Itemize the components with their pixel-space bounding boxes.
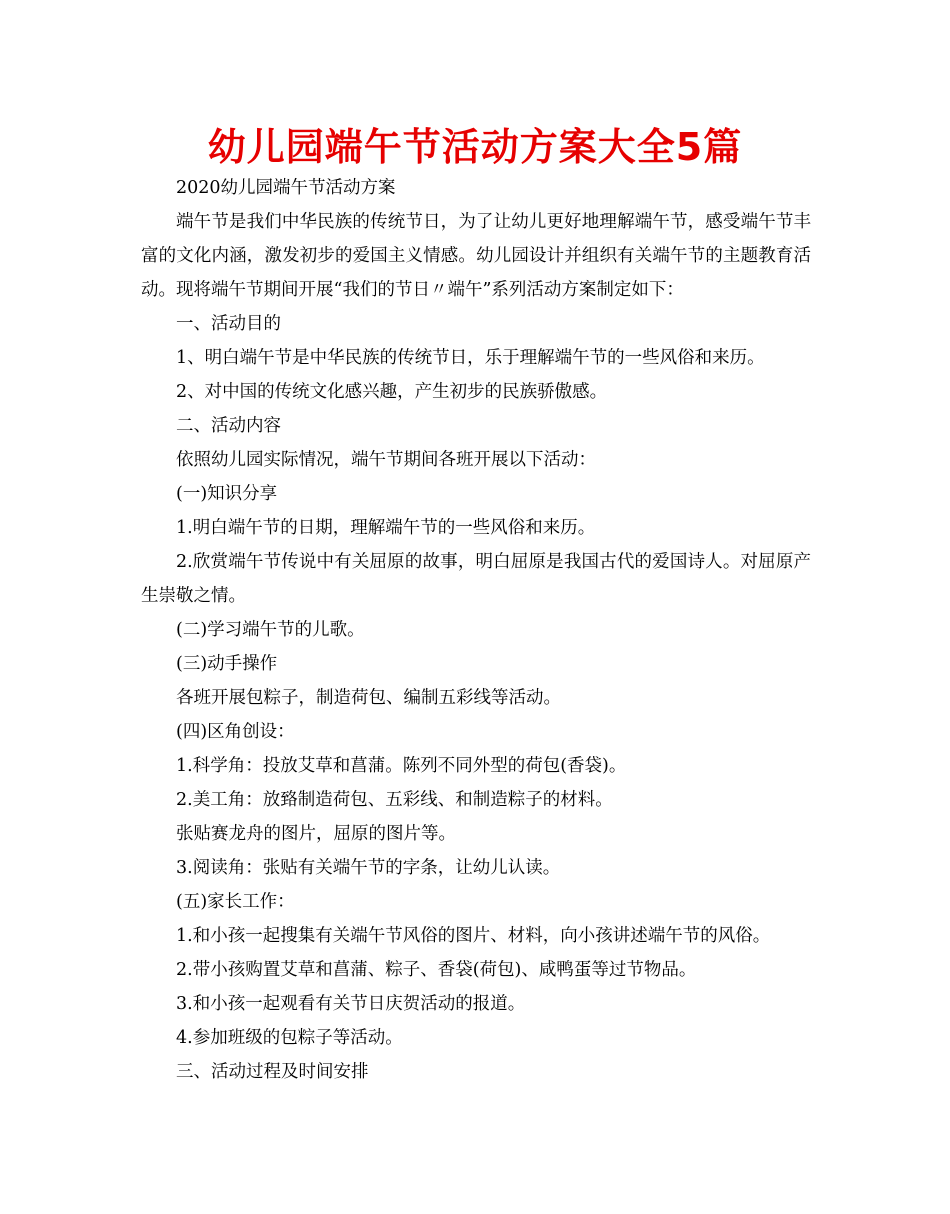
- body-paragraph: 各班开展包粽子，制造荷包、编制五彩线等活动。: [176, 688, 561, 708]
- body-paragraph: 3.和小孩一起观看有关节日庆贺活动的报道。: [176, 994, 526, 1014]
- body-paragraph: 2.带小孩购置艾草和菖蒲、粽子、香袋(荷包)、咸鸭蛋等过节物品。: [176, 960, 697, 980]
- section-heading: 一、活动目的: [176, 314, 281, 334]
- document-body: [141, 171, 811, 1089]
- body-paragraph: 依照幼儿园实际情况，端午节期间各班开展以下活动：: [176, 450, 596, 470]
- body-paragraph: 1、明白端午节是中华民族的传统节日，乐于理解端午节的一些风俗和来历。: [176, 348, 765, 368]
- body-paragraph: 端午节是我们中华民族的传统节日，为了让幼儿更好地理解端午节，感受端午节丰富的文化内涵，激发初步的爱国主义情感。幼儿园设计并组织有关端午节的主题教育活动。现将端午节期间开展“我们的节日〃端午”系列活动方案制定如下：: [141, 212, 811, 300]
- body-paragraph: 2.美工角：放臵制造荷包、五彩线、和制造粽子的材料。: [176, 790, 613, 810]
- subsection-heading: (一)知识分享: [176, 484, 278, 504]
- body-paragraph: 2.欣赏端午节传说中有关屈原的故事，明白屈原是我国古代的爱国诗人。对屈原产生崇敬之情。: [141, 552, 811, 606]
- body-paragraph: 1.明白端午节的日期，理解端午节的一些风俗和来历。: [176, 518, 596, 538]
- subsection-heading: (五)家长工作：: [176, 892, 295, 912]
- body-paragraph: 2020幼儿园端午节活动方案: [176, 178, 396, 198]
- body-paragraph: 张贴赛龙舟的图片，屈原的图片等。: [176, 824, 456, 844]
- body-paragraph: 3.阅读角：张贴有关端午节的字条，让幼儿认读。: [176, 858, 561, 878]
- body-paragraph: 1.科学角：投放艾草和菖蒲。陈列不同外型的荷包(香袋)。: [176, 756, 627, 776]
- body-paragraph: 4.参加班级的包粽子等活动。: [176, 1028, 403, 1048]
- section-heading: 三、活动过程及时间安排: [176, 1062, 369, 1082]
- document-title: 幼儿园端午节活动方案大全5篇: [207, 125, 743, 169]
- subsection-heading: (二)学习端午节的儿歌。: [176, 620, 365, 640]
- subsection-heading: (三)动手操作: [176, 654, 278, 674]
- body-paragraph: 1.和小孩一起搜集有关端午节风俗的图片、材料，向小孩讲述端午节的风俗。: [176, 926, 771, 946]
- section-heading: 二、活动内容: [176, 416, 281, 436]
- body-paragraph: 2、对中国的传统文化感兴趣，产生初步的民族骄傲感。: [176, 382, 608, 402]
- subsection-heading: (四)区角创设：: [176, 722, 295, 742]
